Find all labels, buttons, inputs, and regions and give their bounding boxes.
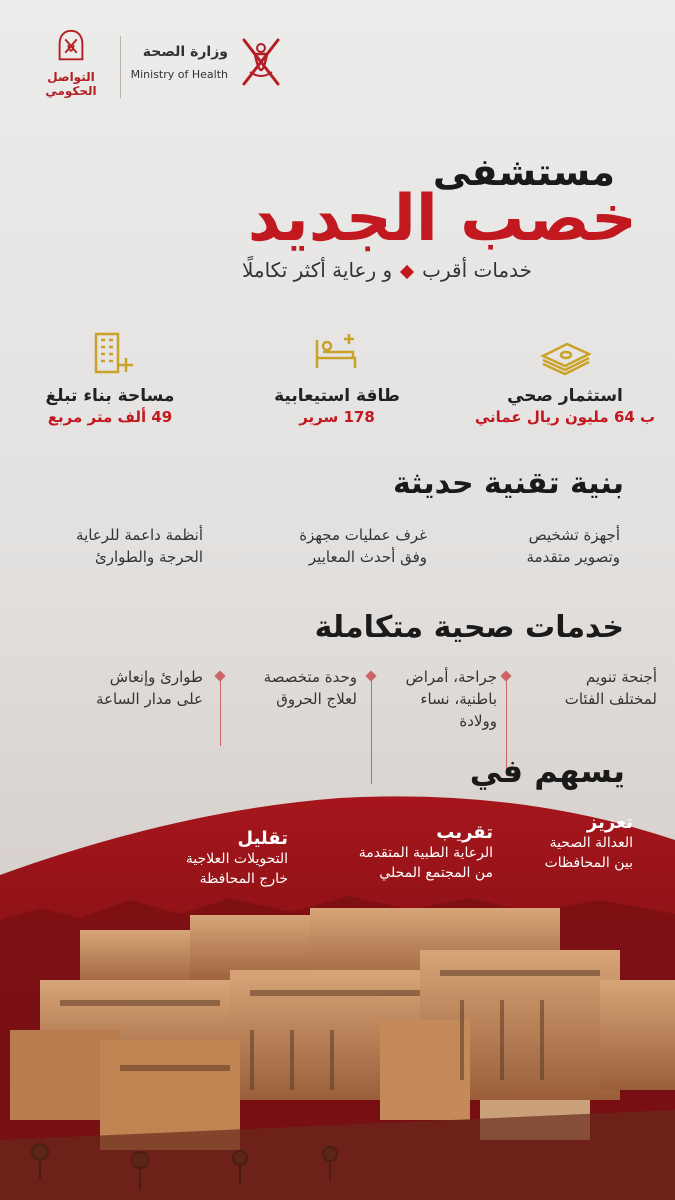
infra-item-3 [76,524,203,568]
contribute-item-3-line2: خارج المحافظة [199,871,288,887]
oman-emblem-icon [52,28,90,66]
infra-item-3-line1: أنظمة داعمة للرعاية [76,526,203,544]
stat-area-label: مساحة بناء تبلغ [45,386,175,406]
service-item-4 [96,666,203,710]
gov-comm-line2: الحكومي [45,84,97,98]
header-logos [36,28,276,108]
money-stack-icon [537,330,593,376]
gov-comm-line1: التواصل [47,70,95,84]
contribute-item-2-line2: من المجتمع المحلي [379,865,493,881]
services-heading: خدمات صحية متكاملة [314,610,624,645]
contribute-item-1-line1: العدالة الصحية [549,835,633,851]
infra-item-2-line1: غرف عمليات مجهزة [299,526,427,544]
subtitle [242,258,532,282]
infra-item-1-line2: وتصوير متقدمة [526,548,620,566]
building-plus-icon [82,330,138,376]
gov-communication-logo [36,28,106,98]
moh-english: Ministry of Health [130,68,228,81]
infrastructure-heading: بنية تقنية حديثة [392,466,624,501]
infra-item-1-line1: أجهزة تشخيص [528,526,620,544]
stat-investment-label: استثمار صحي [507,386,623,406]
contribute-item-1-line2: بين المحافظات [544,855,633,871]
stat-capacity-value: 178 سرير [299,408,375,426]
stat-investment-value: ب 64 مليون ريال عماني [474,408,656,426]
title-line1: مستشفى [432,150,615,194]
stat-capacity [242,330,432,426]
service-item-2-line1: جراحة، أمراض [405,668,497,686]
stat-investment [470,330,660,426]
service-item-4-line1: طوارئ وإنعاش [109,668,203,686]
contribute-item-2-line1: الرعاية الطبية المتقدمة [358,845,493,861]
service-item-3-line2: لعلاج الحروق [276,690,357,708]
service-item-4-line2: على مدار الساعة [96,690,203,708]
service-item-2-line2: باطنية، نساء [420,690,497,708]
service-divider-2 [371,676,372,784]
contribute-item-2-title: تقريب [436,822,493,843]
subtitle-part1: خدمات أقرب [422,258,532,282]
diamond-icon [400,264,414,278]
contribute-item-3-line1: التحويلات العلاجية [185,851,288,867]
infra-item-3-line2: الحرجة والطوارئ [95,548,203,566]
service-item-1-line1: أجنحة تنويم [585,668,657,686]
service-item-3-line1: وحدة متخصصة [263,668,357,686]
moh-logo [128,34,278,104]
logo-divider [120,36,121,98]
hospital-bed-icon [309,330,365,376]
khanjar-emblem-icon [238,34,284,96]
contributes-heading: يسهم في [469,752,625,790]
service-item-1 [565,666,657,710]
service-divider-3 [220,676,221,746]
contribute-item-2 [359,822,493,883]
infra-item-1 [527,524,621,568]
stat-capacity-label: طاقة استيعابية [274,386,400,406]
service-item-2-line3: وولادة [459,712,497,730]
moh-arabic: وزارة الصحة [142,44,228,60]
infra-item-2-line2: وفق أحدث المعايير [308,548,427,566]
contribute-item-1-title: تعزيز [586,812,633,833]
contribute-item-3 [186,828,288,889]
infra-item-2 [299,524,427,568]
contribute-item-3-title: تقليل [237,828,288,849]
title-line2: خصب الجديد [247,182,637,256]
stat-area-value: 49 ألف متر مربع [47,408,173,426]
service-item-3 [264,666,357,710]
contribute-item-1 [545,812,633,873]
service-item-2 [406,666,497,732]
stat-area [15,330,205,426]
service-item-1-line2: لمختلف الفئات [564,690,657,708]
subtitle-part2: و رعاية أكثر تكاملًا [241,258,393,282]
